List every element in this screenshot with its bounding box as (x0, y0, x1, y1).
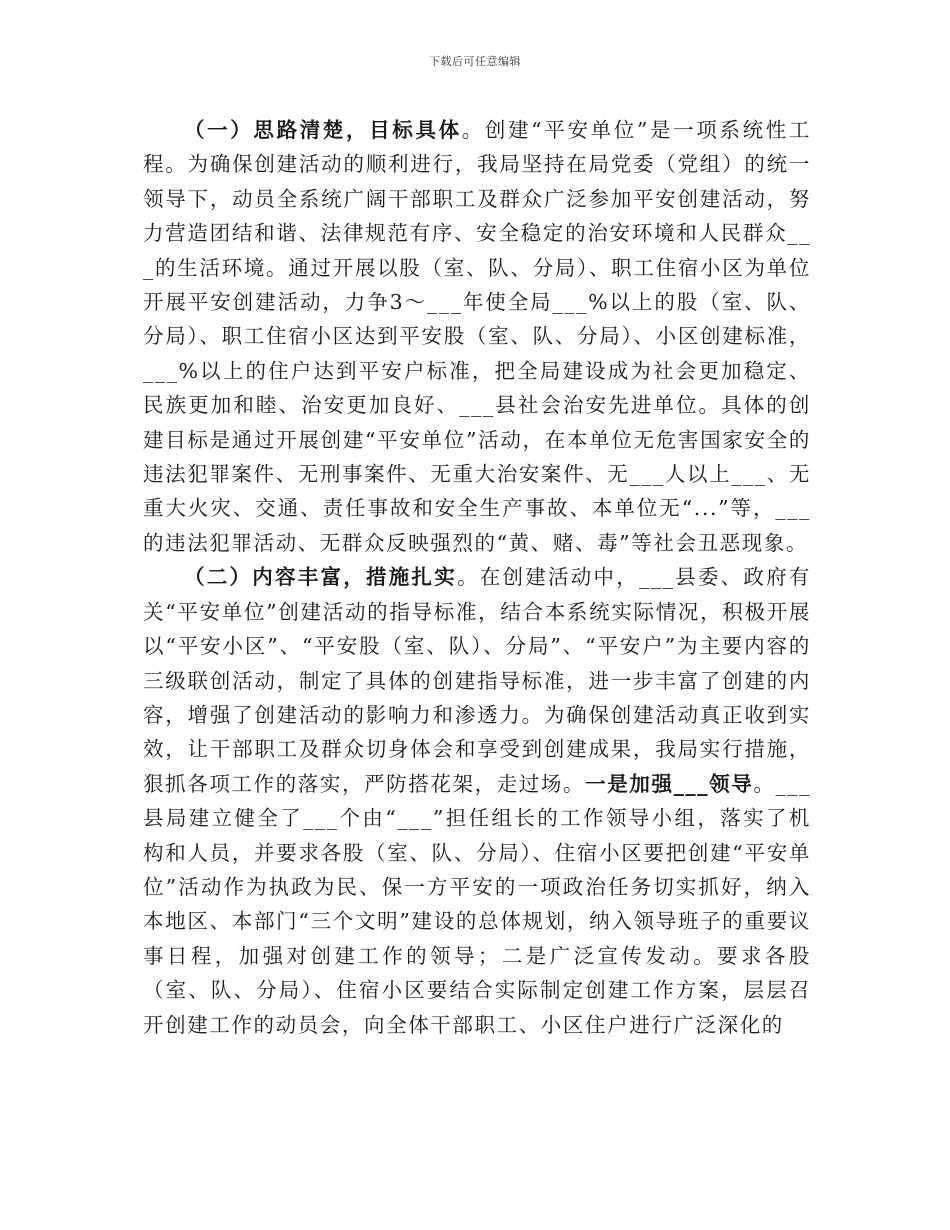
page-header: 下载后可任意编辑 (429, 55, 521, 68)
document-body (143, 113, 811, 1042)
paragraph-2-text: 。在创建活动中，___县委、政府有关“平安单位”创建活动的指导标准，结合本系统实际情况，积极开展以“平安小区”、“平安股（室、队）、分局”、“平安户”为主要内容的三级联创活动，制定了具体的创建指导标准，进一步丰富了创建的内容，增强了创建活动的影响力和渗透力。为确保创建活动真正收到实效，让干部职工及群众切身体会和享受到创建成果，我局实行措施，狠抓各项工作的落实，严防搭花架，走过场。 (143, 565, 812, 796)
paragraph-1-text: 。创建“平安单位”是一项系统性工程。为确保创建活动的顺利进行，我局坚持在局党委（党组）的统一领导下，动员全系统广阔干部职工及群众广泛参加平安创建活动，努力营造团结和谐、法律规范有序、安全稳定的治安环境和人民群众___的生活环境。通过开展以股（室、队、分局）、职工住宿小区为单位开展平安创建活动，力争3～___年使全局___%以上的股（室、队、分局）、职工住宿小区达到平安股（室、队、分局）、小区创建标准，___%以上的住户达到平安户标准，把全局建设成为社会更加稳定、民族更加和睦、治安更加良好、___县社会治安先进单位。具体的创建目标是通过开展创建“平安单位”活动，在本单位无危害国家安全的违法犯罪案件、无刑事案件、无重大治安案件、无___人以上___、无重大火灾、交通、责任事故和安全生产事故、本单位无“...”等，___的违法犯罪活动、无群众反映强烈的“黄、赌、毒”等社会丑恶现象。 (143, 118, 811, 555)
paragraph-2 (143, 560, 811, 1042)
paragraph-2-heading: （二）内容丰富，措施扎实 (184, 565, 457, 590)
paragraph-2-tail: 。___县局建立健全了___个由“___”担任组长的工作领导小组，落实了机构和人员，并要求各股（室、队、分局）、住宿小区要把创建“平安单位”活动作为执政为民、保一方平安的一项政治任务切实抓好，纳入本地区、本部门“三个文明”建设的总体规划，纳入领导班子的重要议事日程，加强对创建工作的领导；二是广泛宣传发动。要求各股（室、队、分局）、住宿小区要结合实际制定创建工作方案，层层召开创建工作的动员会，向全体干部职工、小区住户进行广泛深化的 (143, 771, 812, 1037)
paragraph-1 (143, 113, 811, 560)
paragraph-2-subheading: 一是加强___领导 (585, 771, 754, 796)
paragraph-1-heading: （一）思路清楚，目标具体 (184, 118, 462, 142)
